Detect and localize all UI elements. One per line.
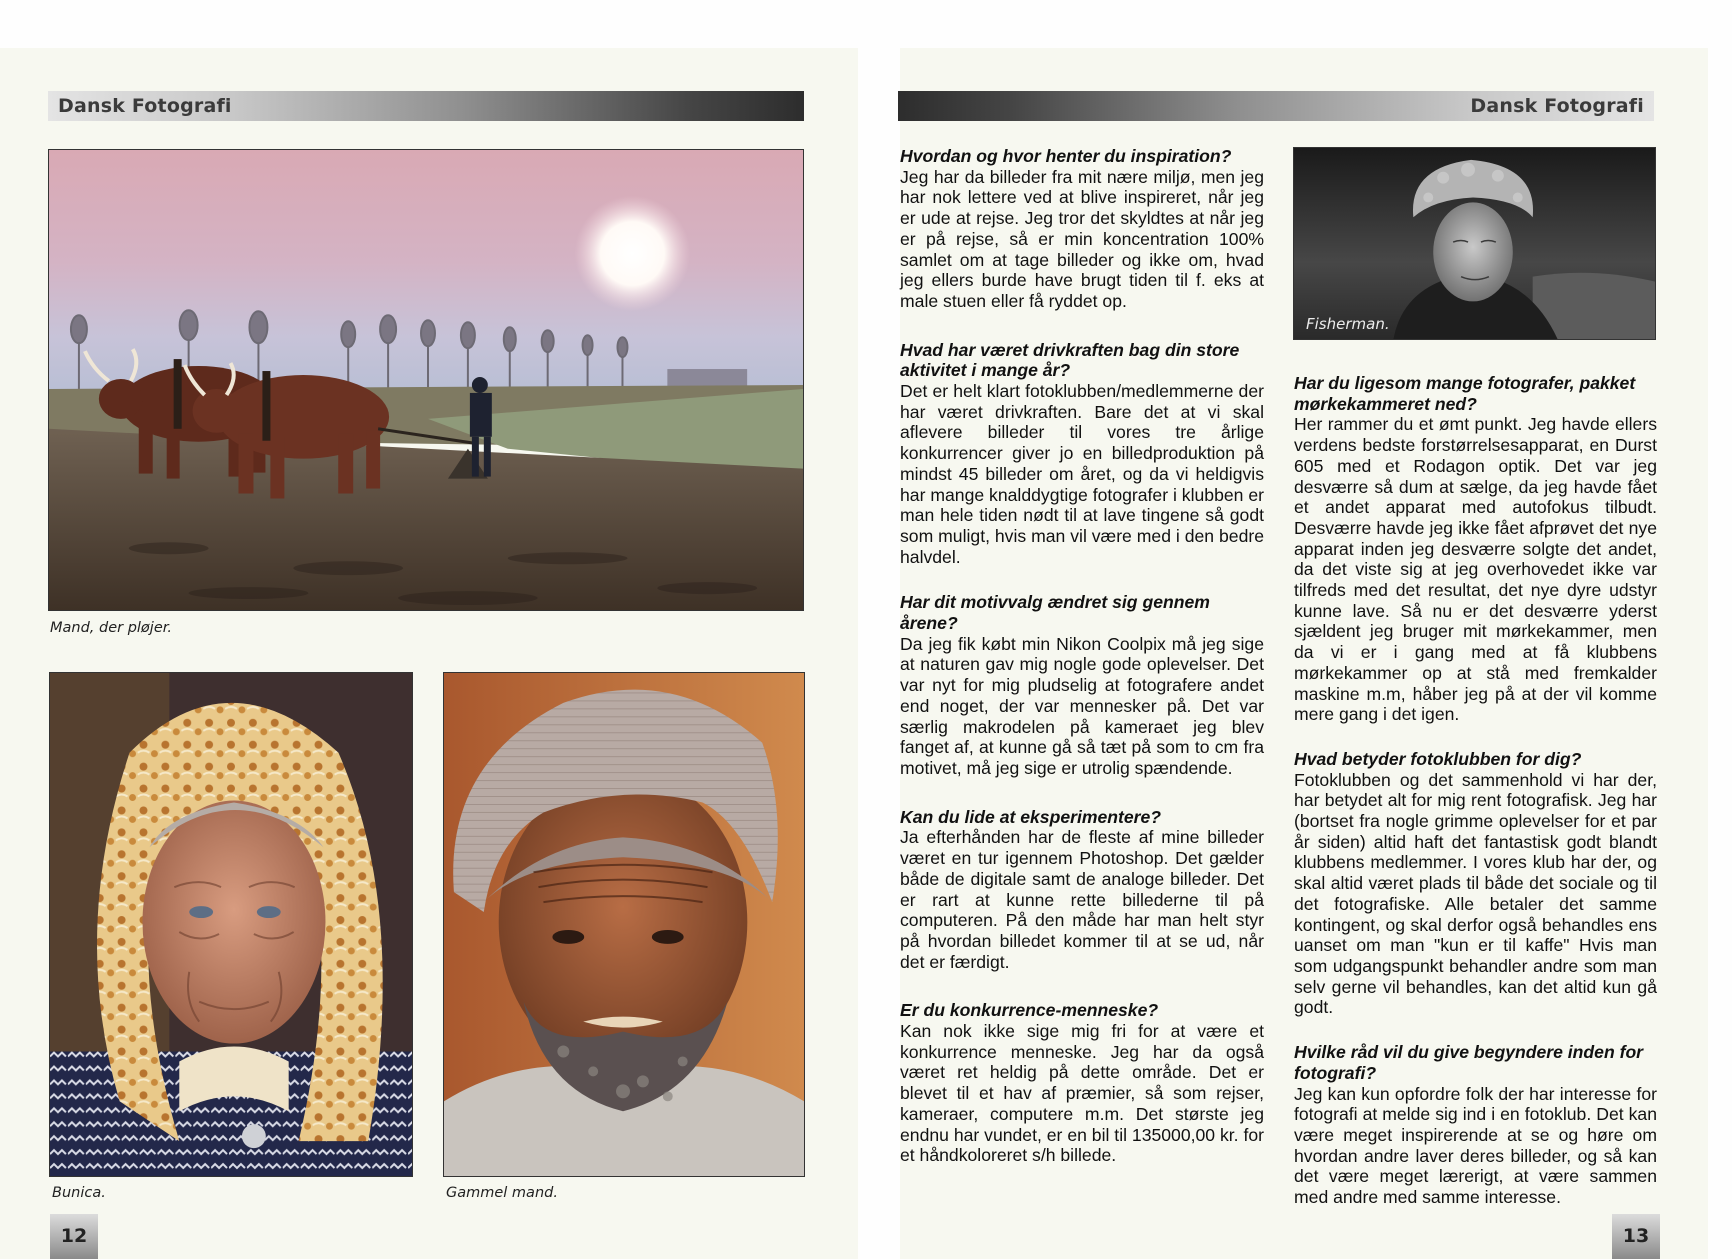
question-heading: Hvad har været drivkraften bag din store aktivitet i mange år? [900,339,1240,381]
right-header-title: Dansk Fotografi [1470,95,1644,117]
right-header-bar [898,91,1654,121]
answer-text: Kan nok ikke sige mig fri for at være et konkurrence menneske. Jeg har da også været ret heldig på dette område. Det er blevet til et hav af præmier, så som rejser, kameraer, computere m.m. Det største jeg endnu har vundet, er en bil til 135000,00 kr. for et håndkoloreret s/h billede. [900,1021,1264,1166]
photo-ploughing-image [49,150,803,610]
qa-item [900,807,1264,973]
question-heading: Har du ligesom mange fotografer, pakket mørkekammeret ned? [1294,373,1636,414]
question-heading: Kan du lide at eksperimentere? [900,806,1162,827]
answer-text: Ja efterhånden har de fleste af mine billeder været en tur igennem Photoshop. Det gælder både de digitale samt de analoge billeder. Det er rart at kunne rette billederne til på computeren. På den måde har man helt styr på hvordan billedet kommer til at se ud, når det er færdigt. [900,827,1264,972]
qa-item [1294,373,1657,725]
question-heading: Hvad betyder fotoklubben for dig? [1294,748,1582,769]
answer-text: Her rammer du et ømt punkt. Jeg havde ellers verdens bedste forstørrelsesapparat, en Durst 605 med et Rodagon optik. Det var jeg desværre så dum at sælge, da jeg havde fået et andet apparat med autofokus tilbudt. Desværre havde jeg ikke fået afprøvet det nye apparat inden jeg desværre solgte det andet, da det viste sig at jeg overhovedet ikke var tilfreds med det resultat, det nye dyre udstyr kunne lave. Så nu er det desværre yderst sjældent jeg bruger mit mørkekammer, men da vi er i gang med at få klubbens mørkekammer op at stå med fremkalder maskine m.m, håber jeg på at der vil komme mere gang i det igen. [1294,414,1657,725]
question-heading: Har dit motivvalg ændret sig gennem årene? [900,592,1210,634]
qa-item [900,1000,1264,1166]
caption-bunica: Bunica. [52,1185,106,1201]
photo-bunica-image [50,673,412,1176]
question-heading: Hvordan og hvor henter du inspiration? [900,146,1232,166]
left-header-title: Dansk Fotografi [58,95,232,117]
caption-fisherman: Fisherman. [1306,315,1390,333]
page-number-left: 12 [50,1214,98,1259]
qa-item [1294,749,1657,1018]
caption-ploughing: Mand, der pløjer. [50,620,172,636]
qa-item [1294,1042,1657,1208]
photo-gammel-mand-image [444,673,804,1176]
question-heading: Er du konkurrence-menneske? [900,1000,1159,1021]
text-column-1 [900,146,1264,1166]
caption-gammel-mand: Gammel mand. [446,1185,558,1201]
answer-text: Fotoklubben og det sammenhold vi har der, har betydet alt for mig rent fotografisk. Jeg har (bortset fra nogle grimme oplevelser for et par år siden) altid haft det fantastisk godt blandt klubbens medlemmer. I vores klub har der, og skal altid været plads til både det sociale og til det fotografiske. Alle betaler det samme kontingent, og skal derfor også behandles ens uanset om man "kun er til kaffe" Hvis man som udgangspunkt behandler andre som man selv gerne vil behandles, kan det altid kun gå godt. [1294,769,1657,1018]
qa-item [900,146,1264,312]
qa-item [900,340,1264,568]
question-heading: Hvilke råd vil du give begyndere inden for fotografi? [1294,1042,1644,1083]
answer-text: Det er helt klart fotoklubben/medlemmerne der har været drivkraften. Bare det at vi skal aflevere billeder til vores tre årlige konkurrencer giver jo en billedproduktion på mindst 45 billeder om året, og da vi heldigvis har mange knalddygtige fotografer i klubben er man hele tiden nødt til at lave tingene så godt som muligt, hvis man vil være med i den bedre halvdel. [900,381,1264,567]
answer-text: Jeg har da billeder fra mit nære miljø, men jeg har nok lettere ved at blive inspireret, når jeg er ude at rejse. Jeg tror det skyldtes at når jeg er på rejse, så er min koncentration 100% samlet om at tage billeder og ikke om, hvad jeg ellers burde have brugt tiden til f. eks at male stuen eller få ryddet op. [900,166,1264,311]
photo-gammel-mand [443,672,805,1177]
photo-bunica [49,672,413,1177]
qa-item [900,592,1264,778]
photo-fisherman [1293,147,1656,340]
answer-text: Da jeg fik købt min Nikon Coolpix må jeg sige at naturen gav mig nogle gode oplevelser. Det var nyt for mig pludselig at fotografere andet end noget, der var mennesker på. Det var særlig makrodelen på kameraet jeg blev fanget af, at kunne gå så tæt på som to cm fra motivet, må jeg sige er utrolig spændende. [900,633,1264,778]
page-number-right: 13 [1612,1214,1660,1259]
photo-fisherman-image [1294,148,1655,339]
photo-ploughing [48,149,804,611]
answer-text: Jeg kan kun opfordre folk der har interesse for fotografi at melde sig ind i en fotoklub. Det kan være meget inspirerende at se og høre om hvordan andre laver deres billeder, og så kan det være meget lærerigt, at være sammen med andre med samme interesse. [1294,1083,1657,1208]
left-header-bar [48,91,804,121]
text-column-2 [1294,373,1657,1208]
